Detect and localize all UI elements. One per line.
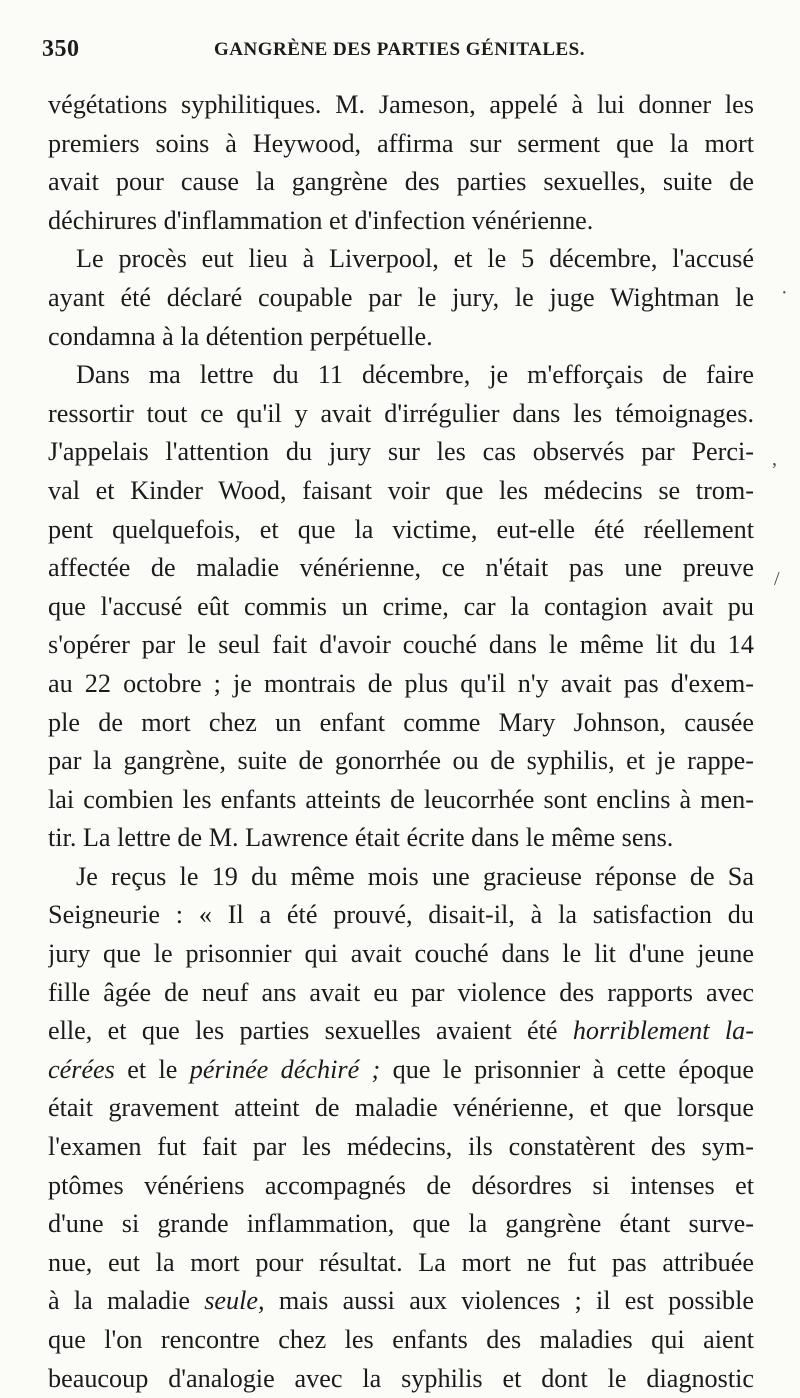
text-line: Le procès eut lieu à Liverpool, et le 5 décembre, l'accusé: [76, 244, 754, 274]
text-line: tir. La lettre de M. Lawrence était écrite dans le même sens.: [48, 823, 674, 853]
italic-text: horriblement la-: [572, 1016, 754, 1046]
text-line: nue, eut la mort pour résultat. La mort ne fut pas attribuée: [48, 1247, 754, 1277]
margin-speck: ·: [781, 282, 788, 304]
text-line: s'opérer par le seul fait d'avoir couché dans le même lit du 14: [48, 630, 754, 660]
text-line: beaucoup d'analogie avec la syphilis et dont le diagnostic: [48, 1363, 754, 1393]
text-line: que l'accusé eût commis un crime, car la contagion avait pu: [48, 591, 754, 621]
text-line: que l'on rencontre chez les enfants des maladies qui aient: [48, 1325, 754, 1354]
text-line: déchirures d'inflammation et d'infection vénérienne.: [48, 205, 594, 235]
text-line: Je reçus le 19 du même mois une gracieuse réponse de Sa: [76, 861, 754, 891]
text-line: était gravement atteint de maladie vénérienne, et que lorsque: [48, 1093, 754, 1123]
text-line: J'appelais l'attention du jury sur les cas observés par Perci-: [48, 437, 754, 467]
text-line: à la maladie seule, mais aussi aux violences ; il est possible: [48, 1286, 754, 1316]
margin-speck: ,: [772, 448, 777, 470]
margin-speck: /: [774, 568, 780, 590]
text-line: ple de mort chez un enfant comme Mary Johnson, causée: [48, 707, 754, 737]
text-line: elle, et que les parties sexuelles avaient été horriblement la-: [48, 1016, 754, 1046]
text-line: affectée de maladie vénérienne, ce n'était pas une preuve: [48, 553, 754, 583]
body-text: [48, 86, 754, 1398]
page-number: 350: [42, 36, 80, 62]
text-line: val et Kinder Wood, faisant voir que les médecins se trom-: [48, 475, 754, 505]
italic-text: cérées: [48, 1054, 115, 1084]
text-line: cérées et le périnée déchiré ; que le prisonnier à cette époque: [48, 1054, 754, 1084]
text-line: ptômes vénériens accompagnés de désordres si intenses et: [48, 1170, 754, 1200]
text-line: avait pour cause la gangrène des parties sexuelles, suite de: [48, 167, 754, 197]
text-line: ayant été déclaré coupable par le jury, le juge Wightman le: [48, 282, 754, 312]
running-head: GANGRÈNE DES PARTIES GÉNITALES.: [214, 39, 585, 60]
text-line: jury que le prisonnier qui avait couché dans le lit d'une jeune: [48, 939, 754, 969]
page-header: [42, 36, 742, 68]
text-line: l'examen fut fait par les médecins, ils constatèrent des sym-: [48, 1132, 754, 1162]
text-line: par la gangrène, suite de gonorrhée ou de syphilis, et je rappe-: [48, 746, 754, 776]
text-line: pent quelquefois, et que la victime, eut-elle été réellement: [48, 514, 754, 544]
text-line: au 22 octobre ; je montrais de plus qu'il n'y avait pas d'exem-: [48, 668, 754, 698]
text-line: d'une si grande inflammation, que la gangrène étant surve-: [48, 1209, 754, 1239]
text-line: condamna à la détention perpétuelle.: [48, 321, 433, 351]
italic-text: seule,: [204, 1286, 265, 1316]
text-line: Seigneurie : « Il a été prouvé, disait-il, à la satisfaction du: [48, 900, 754, 930]
text-line: Dans ma lettre du 11 décembre, je m'efforçais de faire: [76, 360, 754, 390]
text-line: premiers soins à Heywood, affirma sur serment que la mort: [48, 128, 754, 158]
text-line: lai combien les enfants atteints de leucorrhée sont enclins à men-: [48, 784, 754, 814]
text-line: fille âgée de neuf ans avait eu par violence des rapports avec: [48, 977, 754, 1007]
italic-text: périnée déchiré ;: [189, 1054, 381, 1084]
text-line: végétations syphilitiques. M. Jameson, appelé à lui donner les: [48, 90, 754, 119]
text-line: ressortir tout ce qu'il y avait d'irrégulier dans les témoignages.: [48, 398, 754, 428]
